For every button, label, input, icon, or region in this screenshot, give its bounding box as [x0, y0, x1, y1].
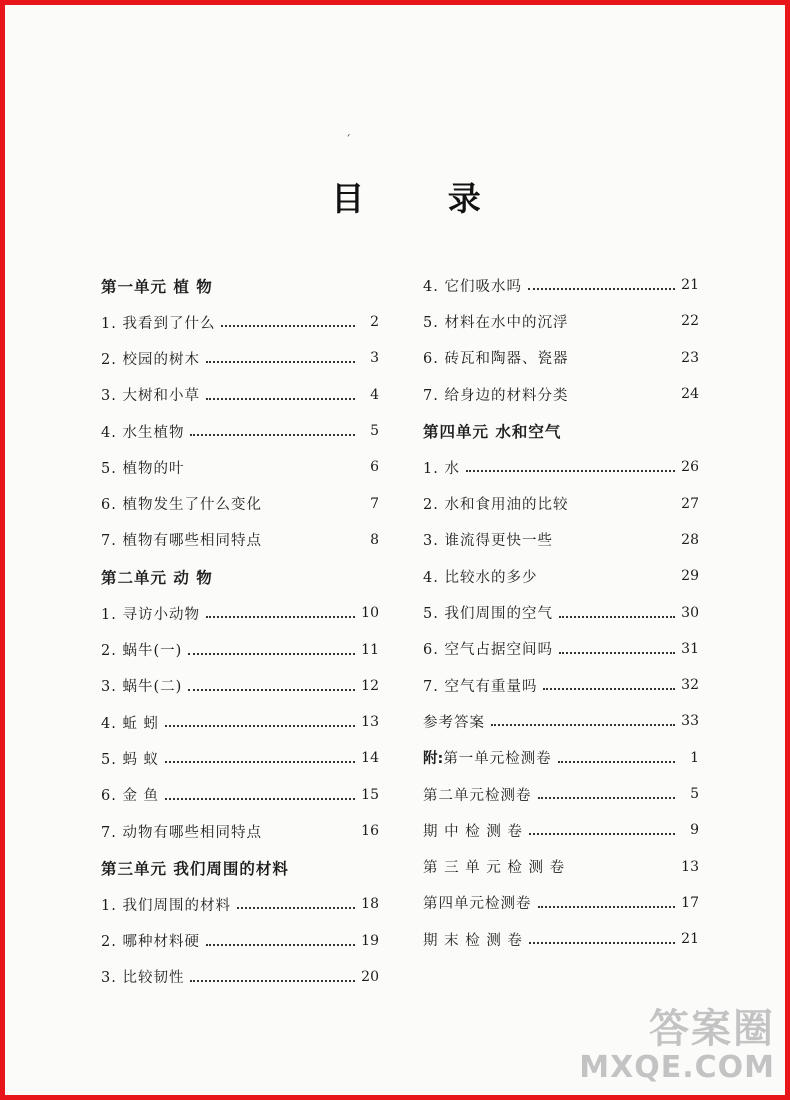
- entry-title: 4. 水生植物: [101, 424, 185, 441]
- dot-leader: [268, 834, 355, 836]
- watermark-logo-text: 答案圈: [649, 1006, 775, 1052]
- page-number: 21: [681, 277, 699, 294]
- dot-leader: [206, 616, 355, 618]
- page-number: 17: [681, 894, 699, 911]
- entry-title: 6. 植物发生了什么变化: [101, 497, 262, 514]
- toc-entry: [101, 886, 379, 922]
- dot-leader: [558, 761, 675, 763]
- entry-title: 第四单元检测卷: [423, 896, 532, 913]
- entry-title: 5. 蚂 蚁: [101, 751, 160, 768]
- page-number: 11: [361, 641, 379, 658]
- dot-leader: [574, 361, 675, 363]
- dot-leader: [188, 653, 355, 655]
- toc-entry: [101, 449, 379, 485]
- toc-entry: [101, 304, 379, 340]
- page-number: 5: [370, 423, 379, 440]
- toc-entry: [423, 848, 699, 884]
- dot-leader: [206, 944, 355, 946]
- entry-title: 5. 植物的叶: [101, 460, 185, 477]
- toc-entry: [423, 522, 699, 558]
- dot-leader: [221, 325, 355, 327]
- dot-leader: [188, 689, 355, 691]
- entry-title: 4. 比较水的多少: [423, 569, 538, 586]
- entry-title: 3. 谁流得更快一些: [423, 533, 553, 550]
- page-number: 30: [681, 604, 699, 621]
- toc-entry: [101, 813, 379, 849]
- page-number: 21: [681, 931, 699, 948]
- page-number: 5: [690, 786, 699, 802]
- toc-entry: [101, 631, 379, 667]
- section-title: 第二单元 动 物: [101, 568, 213, 587]
- dot-leader: [165, 725, 355, 727]
- page-number: 3: [370, 350, 379, 367]
- toc-entry: [423, 558, 699, 594]
- page-number: 6: [370, 459, 379, 476]
- entry-title: 2. 校园的树木: [101, 351, 200, 368]
- page-number: 15: [361, 786, 379, 803]
- page-number: 23: [681, 349, 699, 366]
- page-number: 13: [681, 858, 699, 875]
- entry-title: 3. 大树和小草: [101, 388, 200, 405]
- page-number: 32: [681, 677, 699, 694]
- page-number: 24: [681, 386, 699, 403]
- page-number: 33: [681, 713, 699, 730]
- toc-entry: [423, 594, 699, 630]
- dot-leader: [559, 652, 675, 654]
- toc-entry: [423, 267, 699, 303]
- section-title: 第一单元 植 物: [101, 277, 213, 296]
- dot-leader: [571, 870, 675, 872]
- dot-leader: [559, 616, 675, 618]
- entry-title: 5. 材料在水中的沉浮: [423, 314, 569, 331]
- page-number: 1: [690, 749, 699, 766]
- page-number: 29: [681, 568, 699, 585]
- dot-leader: [543, 688, 675, 690]
- entry-title: 7. 给身边的材料分类: [423, 387, 569, 404]
- toc-right-column: [423, 267, 699, 957]
- entry-title: 1. 我们周围的材料: [101, 897, 231, 914]
- page-number: 13: [361, 714, 379, 731]
- dot-leader: [466, 470, 675, 472]
- page-number: 14: [361, 750, 379, 767]
- dot-leader: [529, 833, 675, 835]
- entry-title: 4. 它们吸水吗: [423, 278, 522, 295]
- entry-title: 1. 水: [423, 460, 460, 477]
- entry-title: 7. 动物有哪些相同特点: [101, 824, 262, 841]
- watermark-url: MXQE.COM: [579, 1050, 775, 1085]
- toc-entry: [101, 922, 379, 958]
- toc-entry: [101, 777, 379, 813]
- entry-title: 2. 水和食用油的比较: [423, 497, 569, 514]
- page-number: 8: [370, 531, 379, 548]
- dot-leader: [559, 543, 675, 545]
- dot-leader: [190, 434, 355, 436]
- toc-entry: [423, 740, 699, 776]
- toc-entry: [423, 303, 699, 339]
- page-number: 28: [681, 531, 699, 548]
- page-number: 19: [361, 932, 379, 949]
- dot-leader: [206, 398, 355, 400]
- dot-leader: [528, 288, 675, 290]
- entry-title: 4. 蚯 蚓: [101, 715, 160, 732]
- dot-leader: [268, 507, 355, 509]
- page-number: 7: [370, 495, 379, 512]
- entry-title: 3. 蜗牛(二): [101, 679, 183, 696]
- section-title: 第四单元 水和空气: [423, 422, 562, 441]
- page-number: 9: [690, 822, 699, 839]
- entry-title: 2. 蜗牛(一): [101, 643, 183, 660]
- entry-title: 第 三 单 元 检 测 卷: [423, 860, 566, 877]
- dot-leader: [190, 470, 355, 472]
- entry-title: 6. 金 鱼: [101, 788, 160, 805]
- toc-entry: [423, 340, 699, 376]
- entry-title: 期 中 检 测 卷: [423, 823, 523, 840]
- toc-entry: [101, 740, 379, 776]
- toc-entry: [101, 377, 379, 413]
- entry-title: 期 末 检 测 卷: [423, 932, 523, 949]
- entry-title: 6. 空气占据空间吗: [423, 642, 553, 659]
- entry-title: 1. 寻访小动物: [101, 606, 200, 623]
- page-number: 16: [361, 823, 379, 839]
- dot-leader: [165, 761, 355, 763]
- dot-leader: [206, 361, 355, 363]
- toc-entry: [423, 631, 699, 667]
- dot-leader: [237, 907, 355, 909]
- site-watermark: [579, 1006, 775, 1085]
- dot-leader: [491, 724, 675, 726]
- dot-leader: [574, 507, 675, 509]
- page-number: 20: [361, 968, 379, 985]
- toc-entry: [423, 703, 699, 739]
- toc-entry: [423, 449, 699, 485]
- toc-entry: [101, 522, 379, 558]
- entry-title: 第二单元检测卷: [423, 787, 532, 804]
- entry-title: 3. 比较韧性: [101, 970, 185, 987]
- page-number: 22: [681, 313, 699, 330]
- toc-section-heading: [101, 849, 379, 886]
- dot-leader: [538, 797, 676, 799]
- dot-leader: [529, 942, 675, 944]
- toc-entry: [423, 667, 699, 703]
- toc-section-heading: [423, 412, 699, 449]
- toc-entry: [101, 668, 379, 704]
- toc-entry: [101, 959, 379, 995]
- toc-section-heading: [101, 558, 379, 595]
- page-number: 10: [361, 605, 379, 622]
- page-number: 27: [681, 495, 699, 512]
- page-number: 18: [361, 896, 379, 913]
- dot-leader: [538, 906, 676, 908]
- toc-entry: [423, 812, 699, 848]
- toc-entry: [101, 595, 379, 631]
- entry-title: 参考答案: [423, 714, 485, 731]
- toc-entry: [101, 485, 379, 521]
- toc-entry: [101, 413, 379, 449]
- dot-leader: [543, 579, 675, 581]
- toc-entry: [423, 885, 699, 921]
- toc-entry: [101, 704, 379, 740]
- page-number: 31: [681, 640, 699, 657]
- toc-entry: [423, 921, 699, 957]
- toc-entry: [423, 376, 699, 412]
- toc-left-column: [101, 267, 379, 995]
- page-title: 目 录: [331, 179, 517, 218]
- page-number: 26: [681, 459, 699, 476]
- dot-leader: [574, 324, 675, 326]
- appendix-prefix: 附:: [423, 751, 444, 768]
- toc-entry: [423, 485, 699, 521]
- entry-title: 7. 空气有重量吗: [423, 678, 538, 695]
- entry-title: 2. 哪种材料硬: [101, 934, 200, 951]
- dot-leader: [165, 798, 355, 800]
- entry-title: 7. 植物有哪些相同特点: [101, 533, 262, 550]
- page-number: 12: [361, 677, 379, 694]
- dot-leader: [190, 980, 355, 982]
- dot-leader: [268, 543, 355, 545]
- entry-title: 1. 我看到了什么: [101, 315, 216, 332]
- entry-title: 6. 砖瓦和陶器、瓷器: [423, 351, 569, 368]
- page-number: 4: [370, 386, 379, 403]
- entry-title: 5. 我们周围的空气: [423, 606, 553, 623]
- toc-section-heading: [101, 267, 379, 304]
- decorative-mark: ˊ: [345, 133, 351, 147]
- dot-leader: [574, 397, 675, 399]
- section-title: 第三单元 我们周围的材料: [101, 859, 289, 878]
- toc-entry: [101, 340, 379, 376]
- toc-entry: [423, 776, 699, 812]
- page-number: 2: [370, 314, 379, 331]
- entry-title: 第一单元检测卷: [443, 751, 552, 768]
